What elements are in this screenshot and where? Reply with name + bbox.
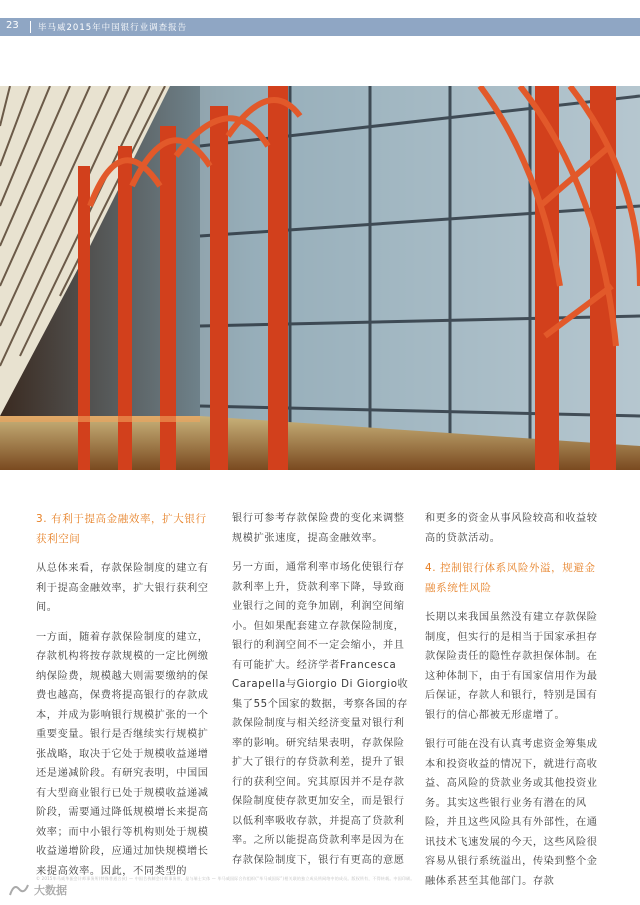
paragraph: 另一方面，通常利率市场化使银行存款利率上升，贷款利率下降，导致商业银行之间的竞争加剧，利润空间缩小。但如果配套建立存款保险制度，银行的利润空间不一定会缩小，并且有可能扩大。经济学者Francesca Carapella与Giorgio Di Giorgio收集了55个国家的数据，考察各国的存款保险制度与相关经济变量对银行利率的影响。研究结果表明，存款保险扩大了银行的存贷款利差，提升了银行的获利空间。究其原因并不是存款保险制度使存款更加安全，而是银行以低利率吸收存款，并提高了贷款利率。之所以能提高贷款利率是因为在存款保险制度下，银行有更高的意愿 — [232, 562, 409, 866]
page-header — [0, 18, 640, 36]
section-heading-4: 4. 控制银行体系风险外溢，规避金融系统性风险 — [425, 562, 596, 594]
header-divider — [30, 21, 31, 33]
paragraph: 从总体来看，存款保险制度的建立有利于提高金融效率，扩大银行获利空间。 — [36, 563, 209, 613]
text-column-2 — [232, 509, 412, 880]
watermark — [8, 880, 67, 900]
airport-terminal-photo — [0, 86, 640, 470]
text-column-1 — [36, 509, 216, 891]
paragraph: 银行可参考存款保险费的变化来调整规模扩张速度，提高金融效率。 — [232, 513, 405, 544]
text-column-3 — [425, 509, 605, 901]
copyright-note: © 2015毕马威华振会计师事务所(特殊普通合伙) — 中国合伙制会计师事务所，是与瑞士实体 — 毕马威国际合作组织(“毕马威国际”)相关联的独立成员所网络中的成员。版权所有，不得转载。中国印刷。 — [36, 876, 415, 881]
paragraph: 长期以来我国虽然没有建立存款保险制度，但实行的是相当于国家承担存款保险责任的隐性存款担保体制。在这种体制下，由于有国家信用作为最后保证，存款人和银行，特别是国有银行的信心都被无形虚增了。 — [425, 612, 598, 721]
watermark-logo-icon — [8, 881, 30, 899]
page-number: 23 — [6, 20, 19, 31]
paragraph: 和更多的资金从事风险较高和收益较高的贷款活动。 — [425, 513, 598, 544]
paragraph: 一方面，随着存款保险制度的建立，存款机构将按存款规模的一定比例缴纳保险费，规模越大则需要缴纳的保费也越高，保费将提高银行的存款成本，并成为影响银行规模扩张的一个重要变量。银行是否继续实行规模扩张战略，取决于它处于规模收益递增还是递减阶段。有研究表明，中国国有大型商业银行已处于规模收益递减阶段，需要通过降低规模增长来提高效率；而中小银行等机构则处于规模收益递增阶段，应通过加快规模增长来提高效率。因此，不同类型的 — [36, 631, 209, 877]
header-title: 毕马威2015年中国银行业调查报告 — [38, 23, 188, 33]
paragraph: 银行可能在没有认真考虑资金筹集成本和投资收益的情况下，就进行高收益、高风险的贷款业务或其他投资业务。其实这些银行业务有潜在的风险，并且这些风险具有外部性，在通讯技术飞速发展的今天，这些风险很容易从银行系统溢出，传染到整个金融体系甚至其他部门。存款 — [425, 739, 598, 887]
section-heading-3: 3. 有利于提高金融效率，扩大银行获利空间 — [36, 513, 207, 545]
watermark-text: 大数据 — [34, 884, 67, 897]
